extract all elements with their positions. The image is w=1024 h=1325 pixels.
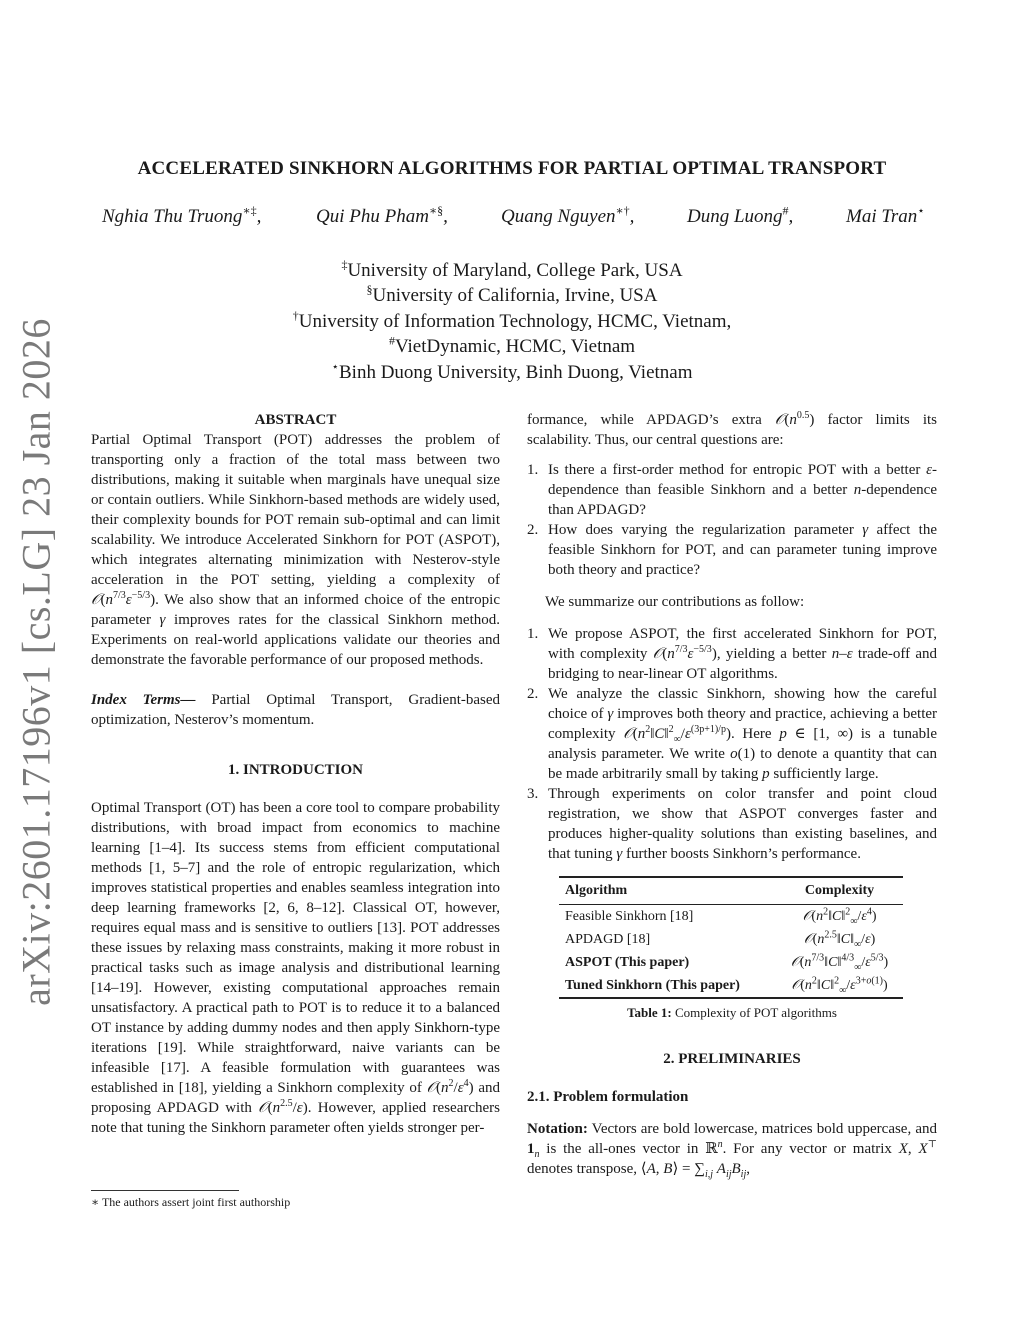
- abstract-heading: ABSTRACT: [254, 412, 337, 428]
- summary-text: We summarize our contributions as follow:: [545, 594, 805, 610]
- arxiv-stamp: arXiv:2601.17196v1 [cs.LG] 23 Jan 2026: [13, 318, 59, 1006]
- abstract-text: Partial Optimal Transport (POT) addresses the problem of transporting only a fraction of the total mass between two distributions, making it suitable when marginals have unequal size or contain outliers. While Sinkhorn-based methods are widely used, their complexity bounds for POT remain sub-optimal and can limit scalability. We introduce Accelerated Sinkhorn for POT (ASPOT), which integrates alternating minimization with Nesterov-style acceleration in the POT setting, yielding a complexity of $𝒪(n^{7/3}\varepsilon^{-5/3})$. We also show that an informed choice of the entropic parameter γ improves rates for the classical Sinkhorn method. Experiments on real-world applications validate our theories and demonstrate the favorable performance of our proposed methods.: [91, 432, 501, 668]
- table-cell: $𝒪(n^2‖C‖^2_\infty/\varepsilon^4)$: [802, 906, 877, 927]
- author: Nghia Thu Truong∗‡,: [102, 203, 262, 227]
- list-item: 1. We propose ASPOT, the first accelerated Sinkhorn for POT, with complexity $𝒪(n^{7/3}\varepsilon^{-5/3})$, yielding a better n–ε trade-off and bridging to near-linear OT algorithms.: [527, 626, 938, 682]
- table-row: [559, 974, 903, 998]
- table-header-algorithm: Algorithm: [559, 877, 776, 905]
- list-item: 2. How does varying the regularization parameter γ affect the feasible Sinkhorn for POT, and can parameter tuning improve both theory and practice?: [527, 522, 938, 578]
- right-column: [527, 410, 937, 1179]
- affiliation: §University of California, Irvine, USA: [366, 283, 658, 307]
- contributions-list: [527, 624, 937, 864]
- left-column: [91, 410, 500, 1138]
- list-item: 3. Through experiments on color transfer and point cloud registration, we show that ASPOT converges faster and produces higher-quality solutions than existing baselines, and that tuning γ further boosts Sinkhorn’s performance.: [527, 786, 937, 862]
- affiliation-list: [0, 258, 1024, 385]
- author: Dung Luong#,: [687, 203, 794, 227]
- paper-title: ACCELERATED SINKHORN ALGORITHMS FOR PARTIAL OPTIMAL TRANSPORT: [137, 158, 887, 179]
- author-list: [0, 203, 1024, 236]
- subsection-heading: 2.1. Problem formulation: [527, 1089, 689, 1105]
- table-cell: $𝒪(n^{2.5}‖C‖_\infty/\varepsilon)$: [803, 929, 876, 950]
- table-row: [559, 928, 903, 951]
- table-caption: Table 1: Complexity of POT algorithms: [627, 1005, 837, 1020]
- section-heading-introduction: 1. INTRODUCTION: [227, 762, 363, 778]
- footnote-rule: [91, 1190, 239, 1191]
- table-row: [559, 951, 903, 974]
- table-header-complexity: Complexity: [776, 877, 903, 905]
- index-terms: Index Terms— Partial Optimal Transport, Gradient-based optimization, Nesterov’s momentum.: [91, 692, 501, 728]
- list-item: 2. We analyze the classic Sinkhorn, showing how the careful choice of γ improves both theory and practice, achieving a better complexity $𝒪(n^2‖C‖^2_\infty/\varepsilon^{(3p+1)/p})$. Here p ∈ [1, ∞) is a tunable analysis parameter. We write o(1) to denote a quantity that can be made arbitrarily small by taking p sufficiently large.: [527, 686, 938, 782]
- table-row: [559, 905, 903, 929]
- questions-list: [527, 460, 937, 580]
- table-cell: Tuned Sinkhorn (This paper): [559, 974, 776, 998]
- footnote: ∗ The authors assert joint first authorship: [91, 1195, 291, 1209]
- table-cell: $𝒪(n^2‖C‖^2_\infty/\varepsilon^{3+o(1)})$: [776, 974, 903, 998]
- author: Quang Nguyen∗†,: [501, 203, 635, 227]
- notation-text: Notation: Vectors are bold lowercase, matrices bold uppercase, and $1_n$ is the all-ones vector in ℝ$^n$. For any vector or matrix X, X⊤ denotes transpose, ⟨A, B⟩ = $\sum_{i,j}$ $A_{ij}B_{ij}$,: [527, 1121, 938, 1180]
- affiliation: ‡University of Maryland, College Park, USA: [341, 257, 683, 281]
- author: Mai Tran⋆: [846, 203, 925, 227]
- complexity-table: [559, 876, 903, 999]
- table-cell: Feasible Sinkhorn [18]: [565, 909, 694, 924]
- table-cell: $𝒪(n^{7/3}‖C‖^{4/3}_\infty/\varepsilon^{5/3})$: [790, 952, 889, 973]
- table-cell: ASPOT (This paper): [565, 955, 690, 970]
- complexity-table-block: [527, 876, 937, 1023]
- continuation-text: formance, while APDAGD’s extra $𝒪(n^{0.5})$ factor limits its scalability. Thus, our central questions are:: [527, 410, 937, 448]
- introduction-text: Optimal Transport (OT) has been a core tool to compare probability distributions, with broad impact from economics to machine learning [1–4]. Its success stems from efficient computational methods [1, 5–7] and the role of entropic regularization, which improves statistical properties and enables seamless integration into deep learning frameworks [2, 6, 8–12]. Classical OT, however, requires equal mass and is sensitive to outliers [13]. POT addresses these issues by relaxing mass constraints, making it more robust in practical tasks such as image analysis and distributional learning [14–19]. However, existing computational approaches remain unsatisfactory. A practical path to POT is to reduce it to a balanced OT instance by adding dummy nodes and then apply Sinkhorn-type iterations [19]. While straightforward, naive variants can be infeasible [17]. A feasible formulation with guarantees was established in [18], yielding a Sinkhorn complexity of $𝒪(n^2/\varepsilon^4)$ and proposing APDAGD with $𝒪(n^{2.5}/\varepsilon)$. However, applied researchers note that tuning the Sinkhorn parameter often yields stronger per-: [91, 800, 501, 1136]
- affiliation: #VietDynamic, HCMC, Vietnam: [388, 333, 636, 358]
- list-item: 1. Is there a first-order method for entropic POT with a better ε-dependence than feasible Sinkhorn and a better n-dependence than APDAGD?: [527, 462, 937, 518]
- affiliation: ⋆Binh Duong University, Binh Duong, Vietnam: [331, 359, 693, 383]
- author: Qui Phu Pham∗§,: [316, 203, 448, 227]
- affiliation: †University of Information Technology, HCMC, Vietnam,: [292, 308, 732, 332]
- table-cell: APDAGD [18]: [565, 932, 651, 947]
- section-heading-preliminaries: 2. PRELIMINARIES: [663, 1051, 801, 1067]
